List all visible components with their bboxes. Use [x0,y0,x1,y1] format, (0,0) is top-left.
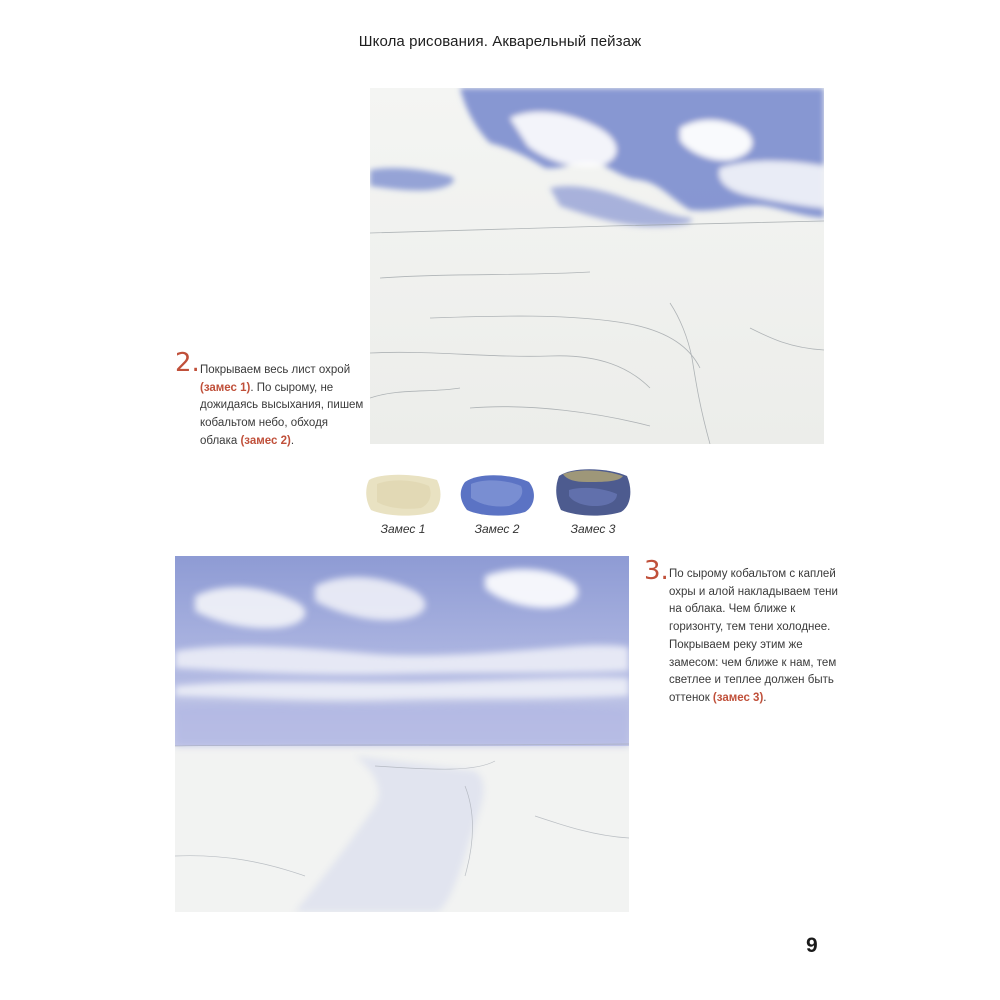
shadow-mix-swatch-shape [553,466,633,518]
step-3-number: 3. [644,556,669,586]
page-header-title: Школа рисования. Акварельный пейзаж [358,33,642,50]
paint-swatch-1 [363,470,443,540]
paint-swatch-3 [553,466,633,540]
step-2-text-before: Покрываем весь лист охрой [200,364,351,376]
step-2-ref-2: (замес 2) [240,434,291,447]
ochre-swatch-shape [363,470,443,518]
swatch-1-label: Замес 1 [380,522,426,536]
cobalt-swatch-shape [457,470,537,518]
swatch-2-label: Замес 2 [474,522,520,536]
watercolor-painting-step-2 [370,88,824,444]
step-2-block [175,350,365,460]
swatch-3-label: Замес 3 [570,522,616,536]
paint-swatch-2 [457,470,537,540]
step-3-text-before: По сырому кобальтом с каплей охры и алой накладываем тени на облака. Чем ближе к горизонту, тем тени холоднее. Покрываем реку этим же замесом: чем ближе к нам, тем светлее и теплее должен быть оттенок [669,568,838,704]
step-2-text-middle: . По сырому, не дожидаясь высыхания, пишем кобальтом небо, обходя облака [200,381,364,447]
step-2-text-after: . [290,434,295,447]
step-3-description [669,566,849,708]
step-2-number: 2. [175,348,200,378]
step-3-block [644,558,844,748]
step-2-ref-1: (замес 1) [200,381,251,394]
step-2-description [200,362,368,451]
step-3-text-after: . [763,691,767,704]
page-number: 9 [806,934,818,957]
watercolor-painting-step-3 [175,556,629,912]
step-3-ref: (замес 3) [712,691,764,704]
